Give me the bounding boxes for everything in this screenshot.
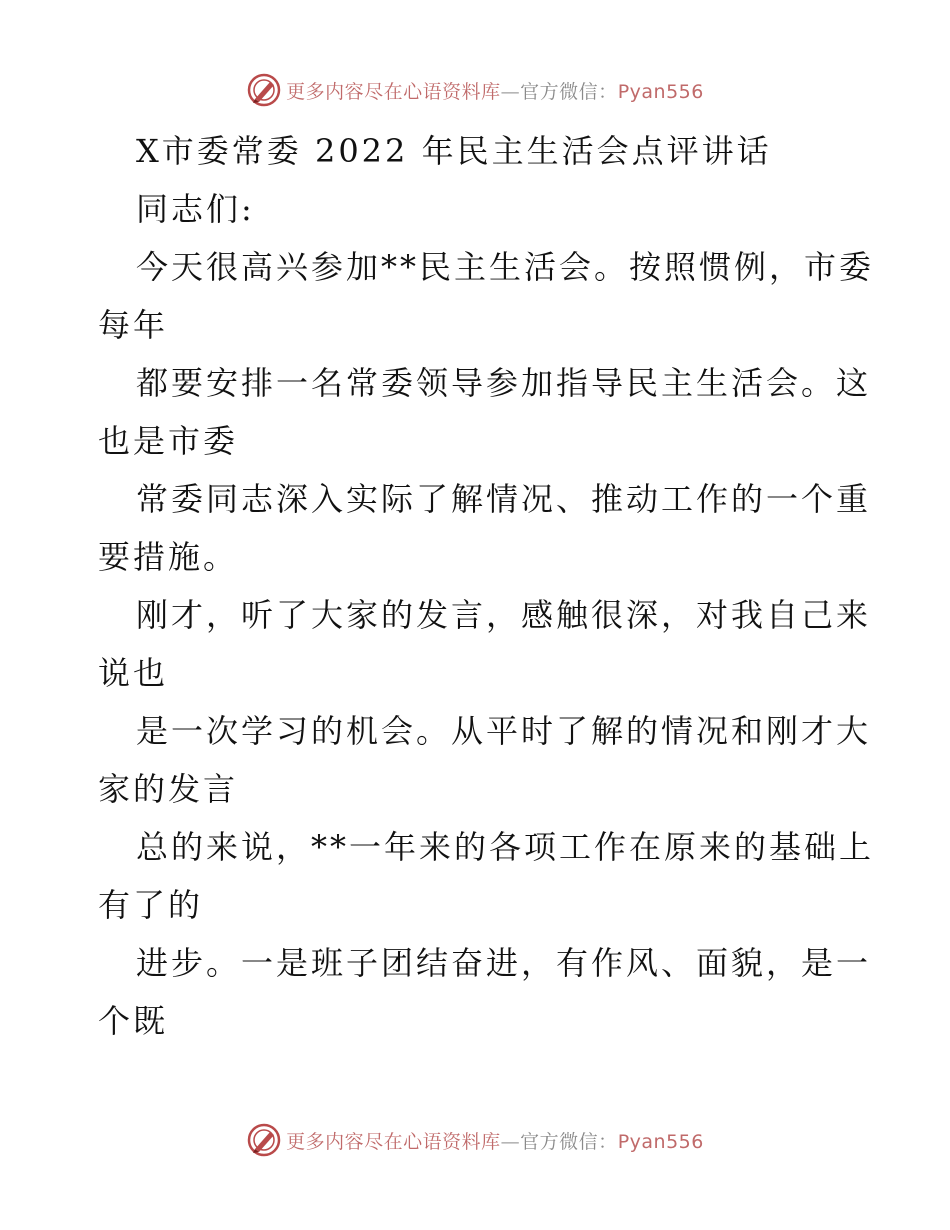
header-wechat-label: 官方微信：: [520, 80, 618, 103]
paragraph-line: 说也: [98, 654, 169, 692]
document-body: [98, 122, 875, 1050]
paragraph-line: 个既: [98, 1002, 169, 1040]
header-site-name: 更多内容尽在心语资料库: [286, 80, 501, 103]
header-watermark: [0, 70, 950, 110]
paragraph-line: 有了的: [98, 886, 204, 924]
footer-wechat-label: 官方微信：: [520, 1130, 618, 1153]
paragraph-line: 今天很高兴参加**民主生活会。按照惯例，市委: [136, 248, 875, 286]
footer-separator: —: [500, 1130, 521, 1153]
footer-wechat-id: Pyan556: [617, 1130, 704, 1153]
header-separator: —: [500, 80, 521, 103]
header-text: [286, 77, 704, 104]
paragraph-line: 进步。一是班子团结奋进，有作风、面貌，是一: [136, 944, 872, 982]
header-wechat-id: Pyan556: [617, 80, 704, 103]
paragraph-line: 刚才，听了大家的发言，感触很深，对我自己来: [136, 596, 872, 634]
paragraph-line: 也是市委: [98, 422, 239, 460]
paragraph-line: 每年: [98, 306, 169, 344]
footer-watermark: [0, 1120, 950, 1160]
paragraph-line: 是一次学习的机会。从平时了解的情况和刚才大: [136, 712, 872, 750]
pen-logo-icon: [246, 72, 282, 108]
paragraph-line: 总的来说，**一年来的各项工作在原来的基础上: [136, 828, 875, 866]
pen-logo-icon: [246, 1122, 282, 1158]
paragraph-line: 常委同志深入实际了解情况、推动工作的一个重: [136, 480, 872, 518]
footer-site-name: 更多内容尽在心语资料库: [286, 1130, 501, 1153]
salutation: 同志们:: [136, 190, 255, 228]
paragraph-line: 家的发言: [98, 770, 239, 808]
paragraph-line: 要措施。: [98, 538, 239, 576]
paragraph-line: 都要安排一名常委领导参加指导民主生活会。这: [136, 364, 872, 402]
document-title: X市委常委 2022 年民主生活会点评讲话: [136, 132, 772, 170]
footer-text: [286, 1127, 704, 1154]
